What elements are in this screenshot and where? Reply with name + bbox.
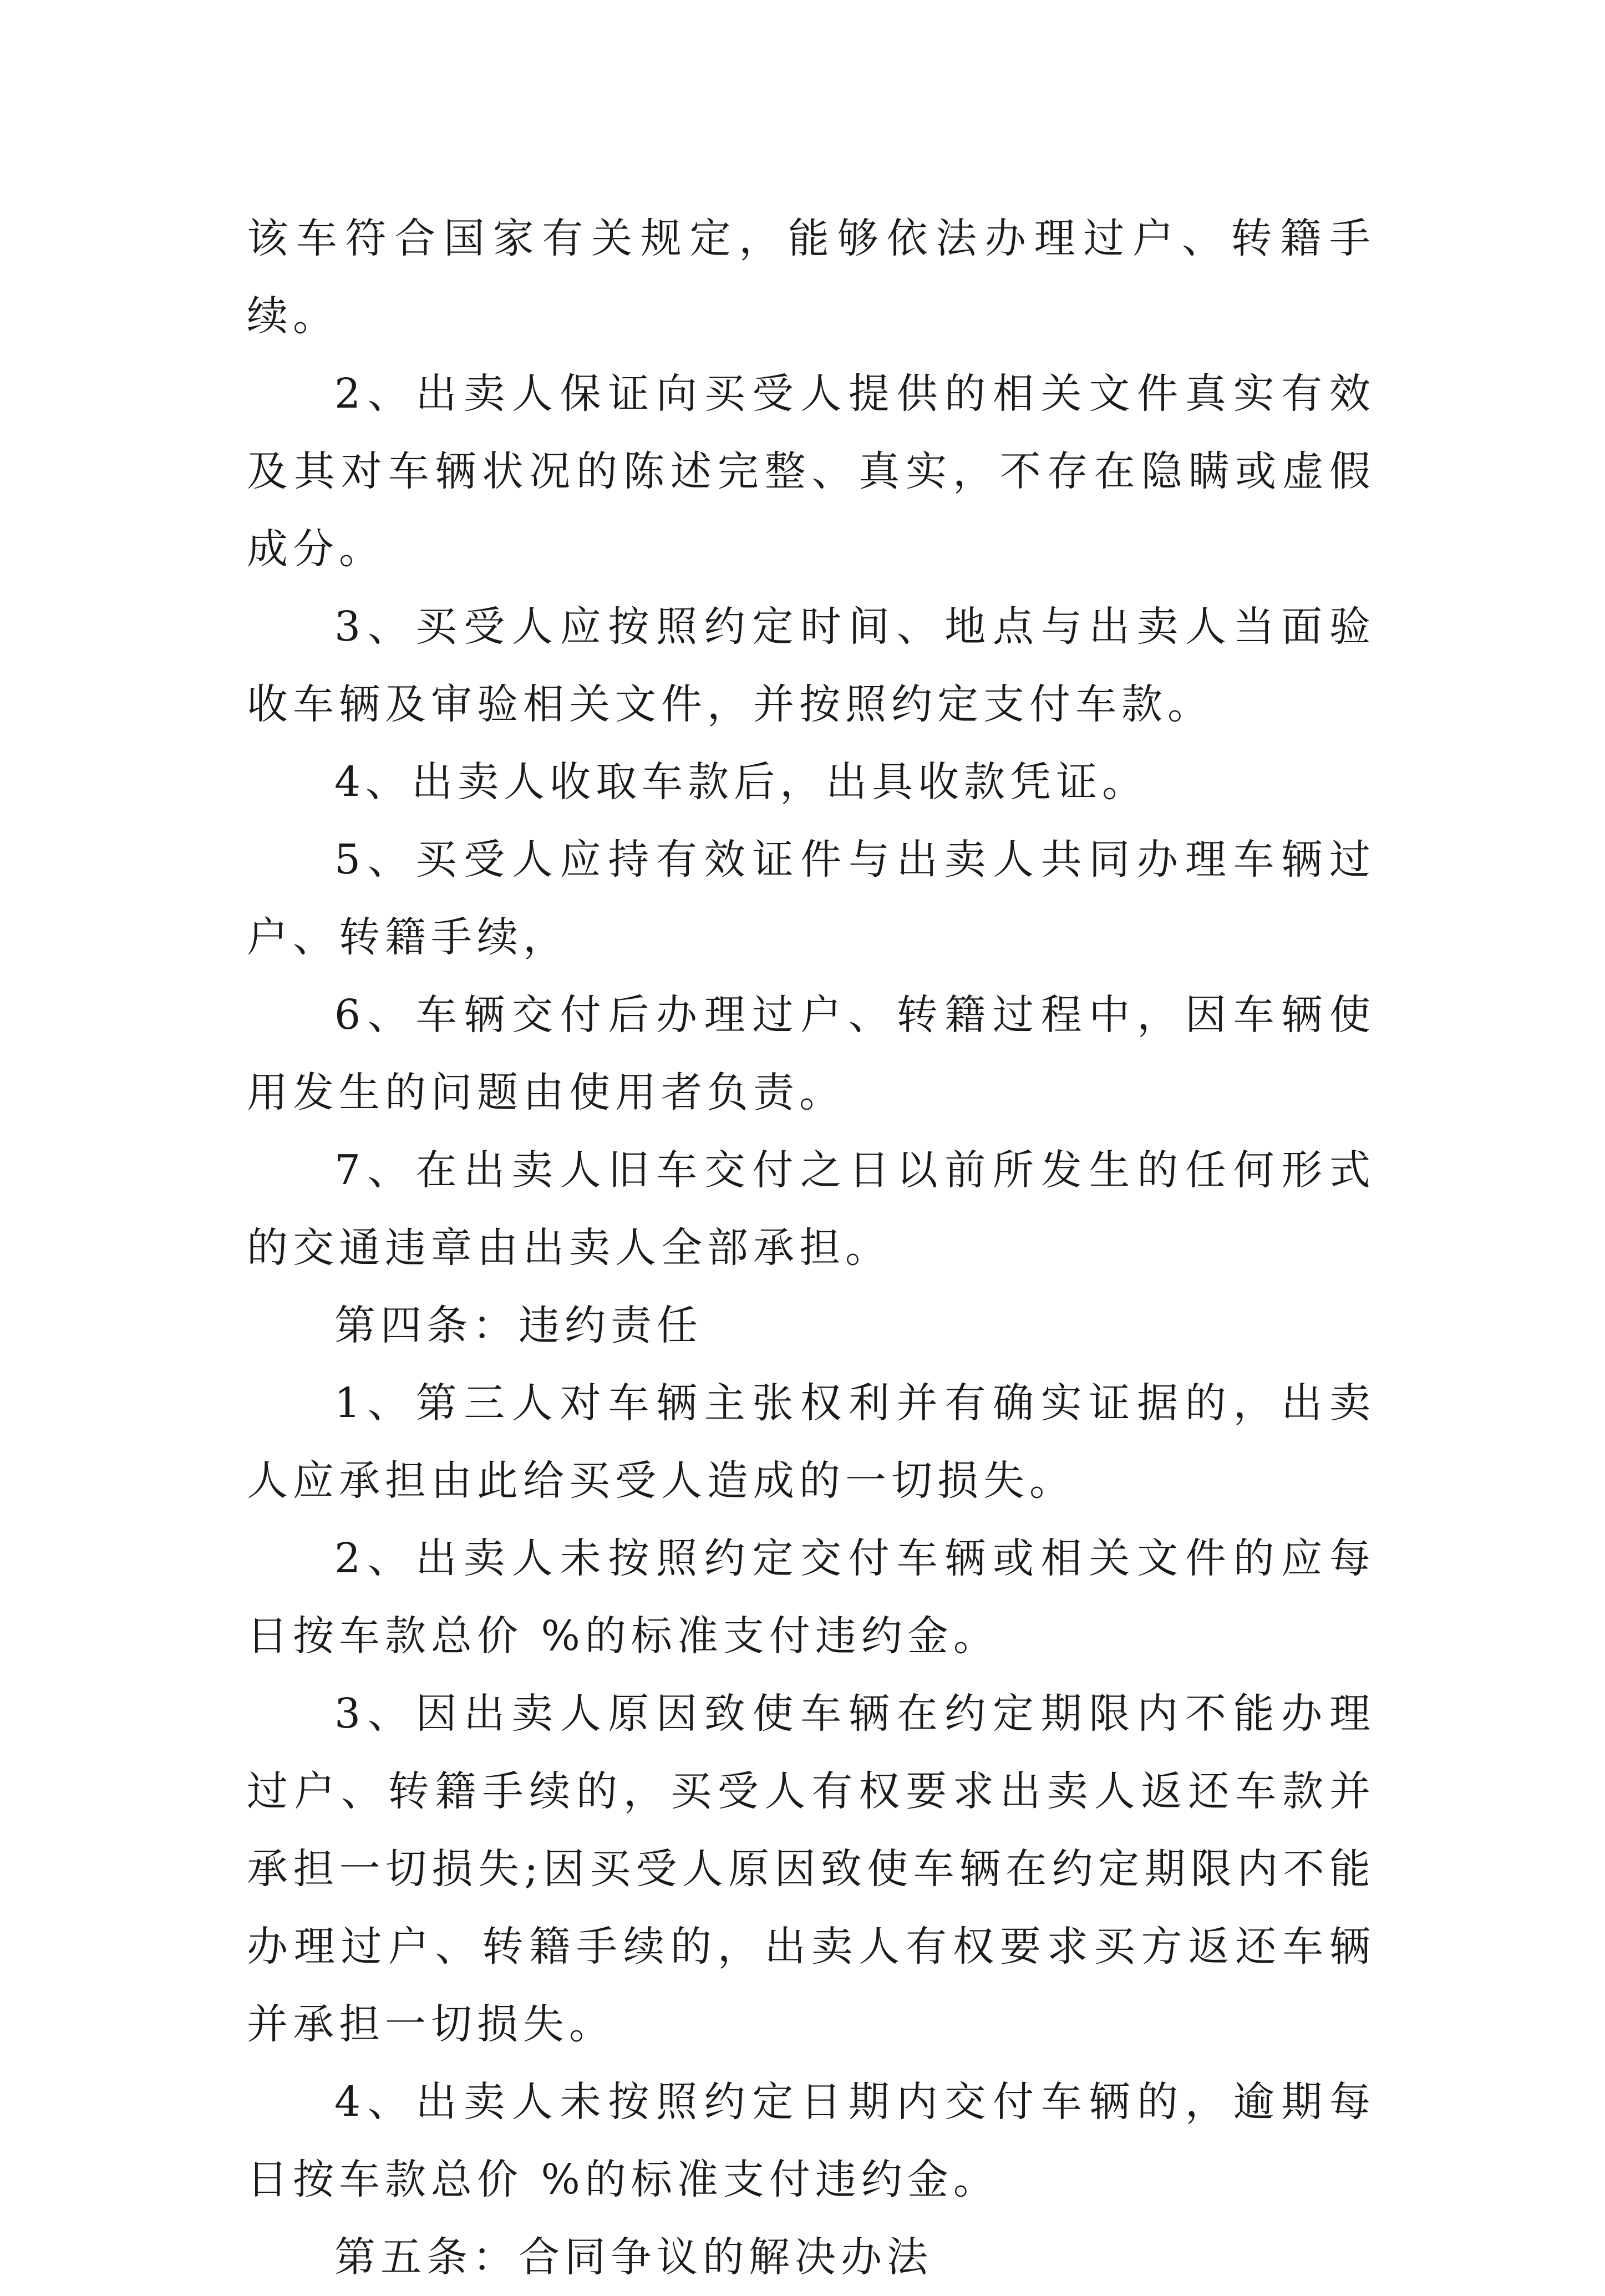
- paragraph-item-7-traffic-violations: 7、在出卖人旧车交付之日以前所发生的任何形式的交通违章由出卖人全部承担。: [247, 1146, 1375, 1272]
- paragraph-item-4-receipt: 4、出卖人收取车款后，出具收款凭证。: [334, 758, 1149, 806]
- document-body: [247, 200, 1375, 2296]
- paragraph-breach-item-1: 1、第三人对车辆主张权利并有确实证据的，出卖人应承担由此给买受人造成的一切损失。: [247, 1379, 1375, 1505]
- paragraph-breach-item-2: 2、出卖人未按照约定交付车辆或相关文件的应每日按车款总价 %的标准支付违约金。: [247, 1535, 1375, 1660]
- paragraph-item-3-buyer-inspection: 3、买受人应按照约定时间、地点与出卖人当面验收车辆及审验相关文件，并按照约定支付车款。: [247, 603, 1375, 728]
- paragraph-breach-item-4: 4、出卖人未按照约定日期内交付车辆的，逾期每日按车款总价 %的标准支付违约金。: [247, 2078, 1375, 2203]
- paragraph-item-2-seller-guarantee: 2、出卖人保证向买受人提供的相关文件真实有效及其对车辆状况的陈述完整、真实，不存在隐瞒或虚假成分。: [247, 370, 1375, 573]
- paragraph-item-5-transfer: 5、买受人应持有效证件与出卖人共同办理车辆过户、转籍手续，: [247, 836, 1375, 961]
- section-heading-article-5: 第五条：合同争议的解决办法: [334, 2233, 933, 2281]
- paragraph-vehicle-compliance: 该车符合国家有关规定，能够依法办理过户、转籍手续。: [247, 215, 1375, 340]
- paragraph-breach-item-3: 3、因出卖人原因致使车辆在约定期限内不能办理过户、转籍手续的，买受人有权要求出卖人返还车款并承担一切损失;因买受人原因致使车辆在约定期限内不能办理过户、转籍手续的，出卖人有权要求买方返还车辆并承担一切损失。: [247, 1690, 1375, 2048]
- paragraph-item-6-usage-responsibility: 6、车辆交付后办理过户、转籍过程中，因车辆使用发生的问题由使用者负责。: [247, 991, 1375, 1116]
- section-heading-article-4: 第四条：违约责任: [334, 1302, 703, 1349]
